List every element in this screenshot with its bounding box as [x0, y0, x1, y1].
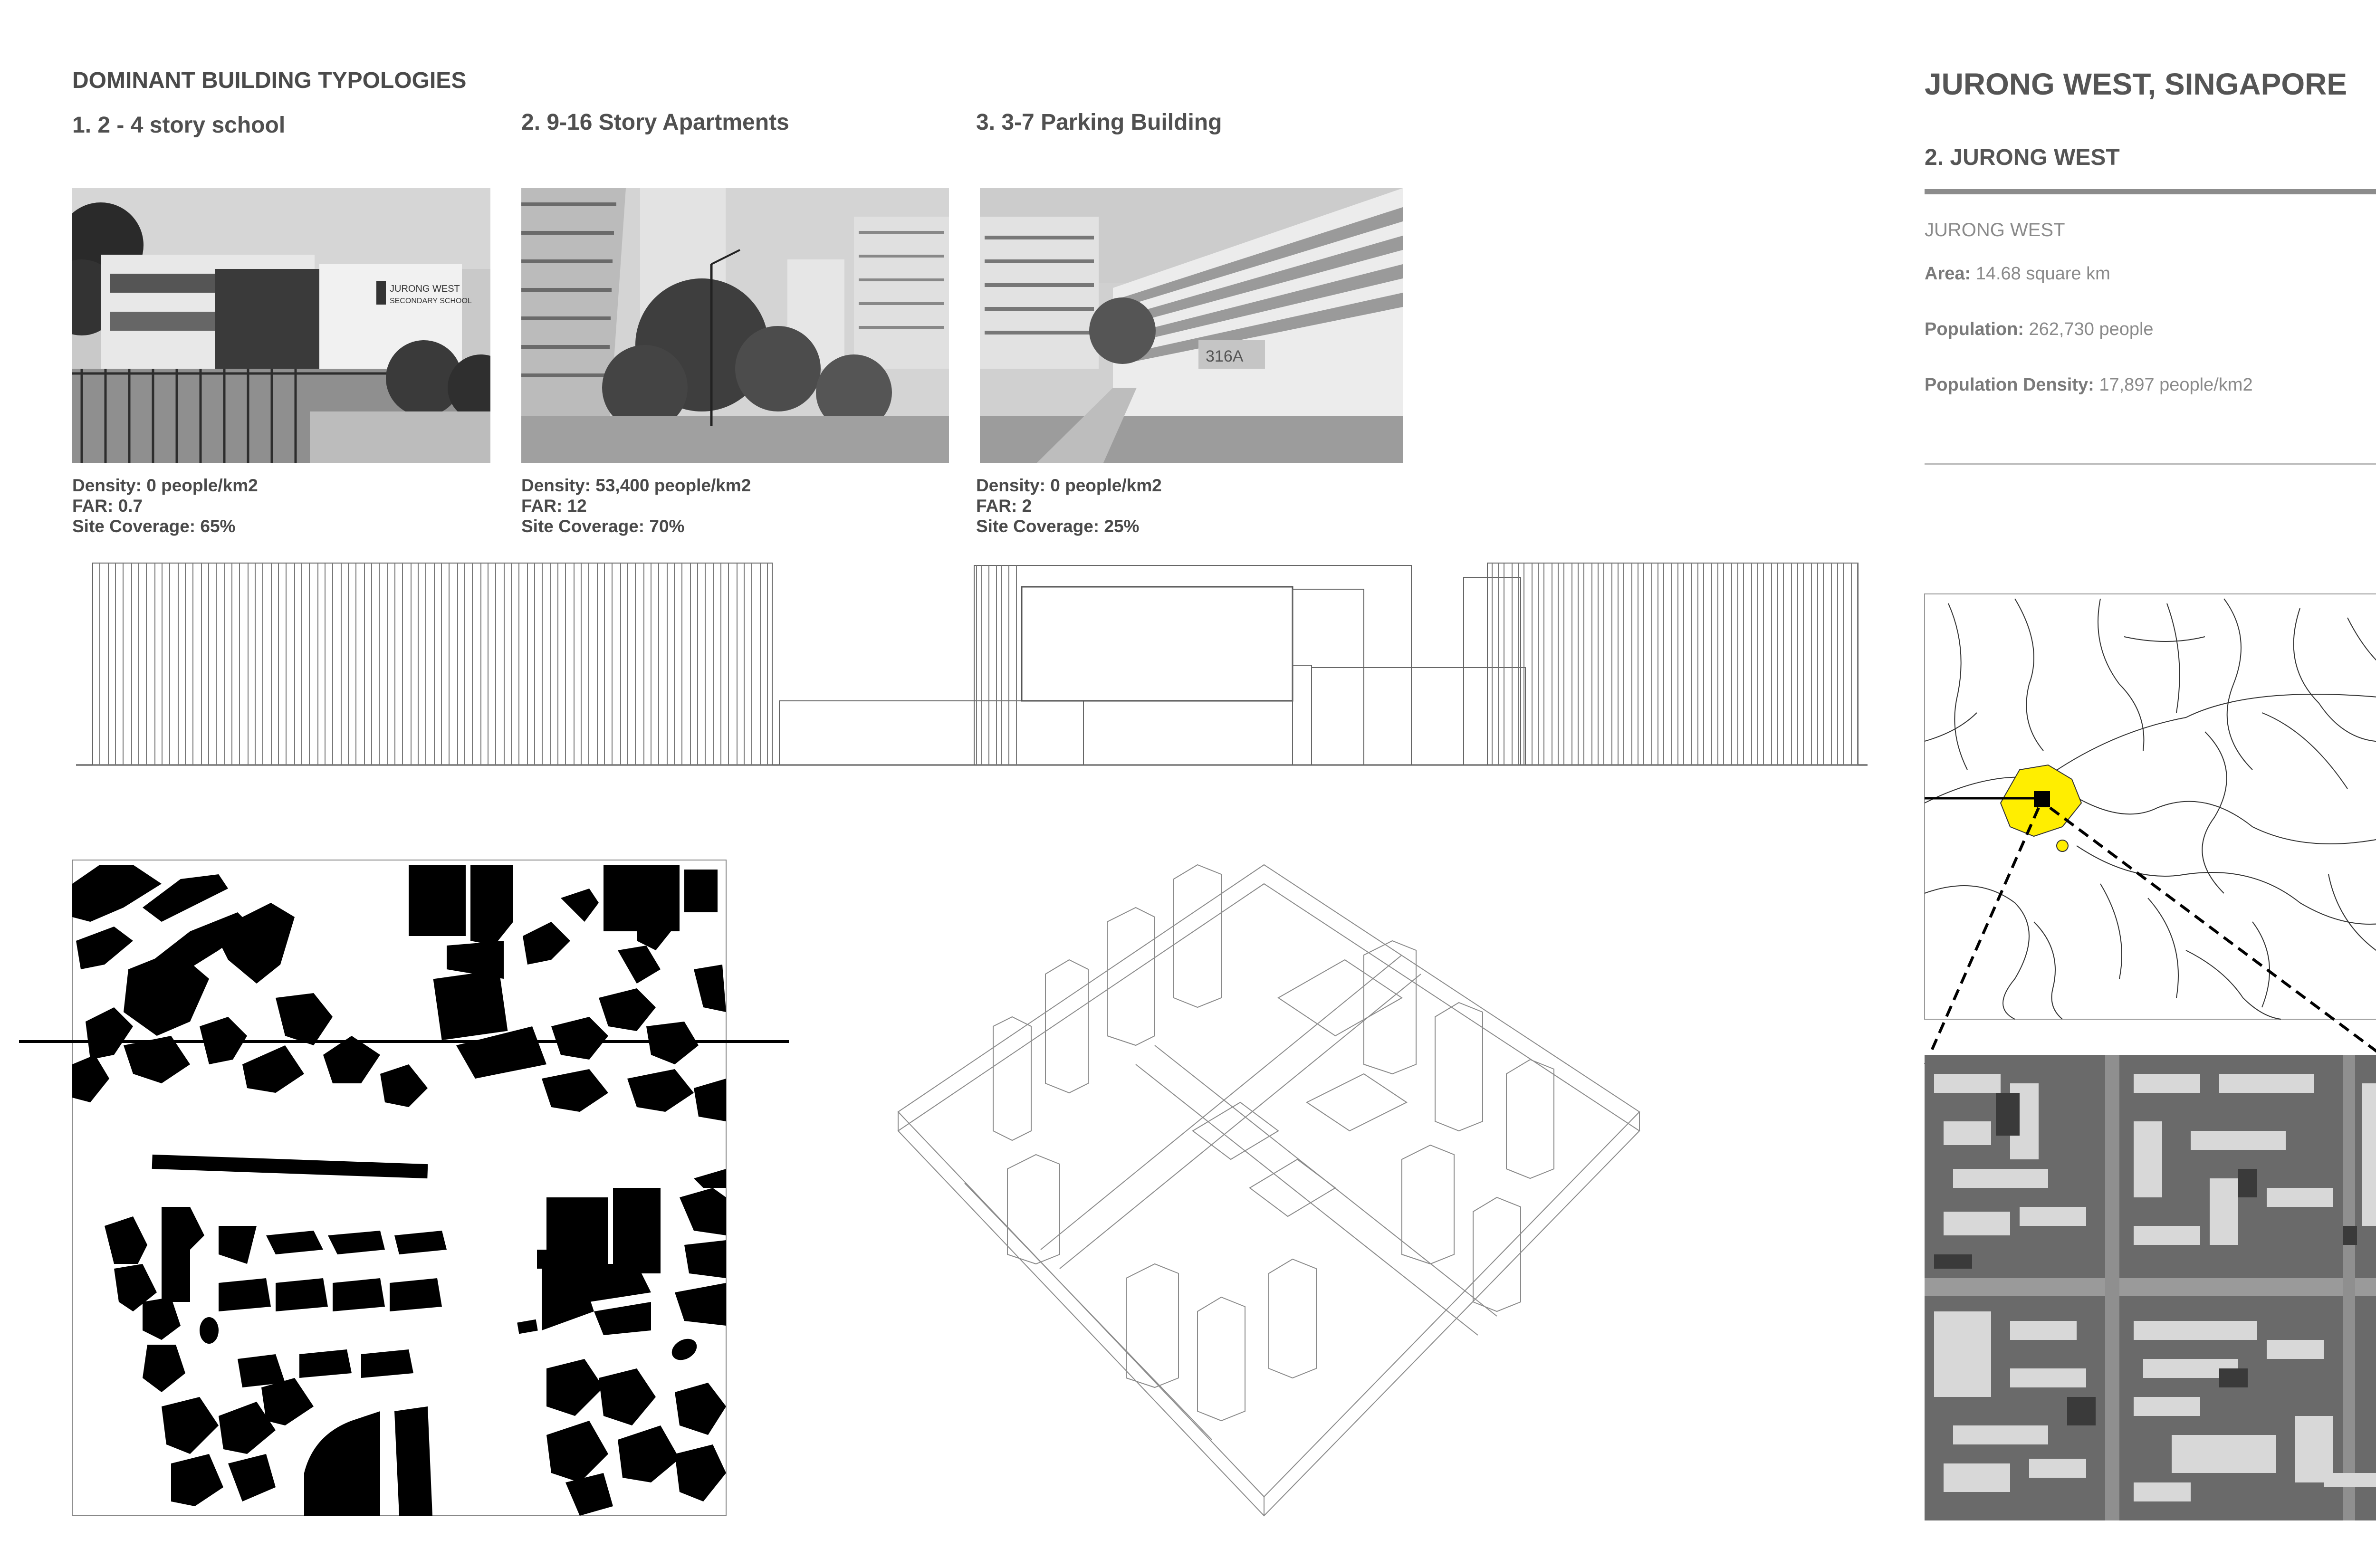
school-photo: [72, 188, 490, 463]
location-title: JURONG WEST, SINGAPORE: [1925, 67, 2347, 101]
typology-3-stats: [976, 475, 1162, 536]
district-name: JURONG WEST: [1925, 220, 2065, 240]
aerial-photo: [1925, 1055, 2376, 1520]
typology-2-density: Density: 53,400 people/km2: [521, 476, 751, 495]
typology-3-density: Density: 0 people/km2: [976, 476, 1162, 495]
area-label: Area:: [1925, 264, 1971, 284]
figure-ground-plan: [19, 855, 798, 1520]
typology-3-title: 3. 3-7 Parking Building: [976, 110, 1222, 135]
typology-3-far: FAR: 2: [976, 496, 1032, 516]
population-row: [1925, 319, 2253, 340]
typology-1-stats: [72, 475, 258, 536]
apartments-photo: [521, 188, 949, 463]
sidebar-bottom-rule: [1925, 463, 2376, 465]
street-elevation-drawing: [71, 556, 1872, 770]
typology-1-title: 1. 2 - 4 story school: [72, 113, 286, 138]
density-value: 17,897 people/km2: [2094, 375, 2253, 395]
density-row: [1925, 375, 2253, 395]
axonometric-drawing: [889, 798, 1649, 1520]
typology-1-density: Density: 0 people/km2: [72, 476, 258, 495]
locator-map: [1920, 589, 2376, 1074]
typology-2-stats: [521, 475, 751, 536]
area-row: [1925, 264, 2253, 284]
typology-2-far: FAR: 12: [521, 496, 587, 516]
typology-1-coverage: Site Coverage: 65%: [72, 516, 236, 536]
location-subtitle: 2. JURONG WEST: [1925, 145, 2120, 170]
typology-3-coverage: Site Coverage: 25%: [976, 516, 1140, 536]
school-sign-line-2: SECONDARY SCHOOL: [390, 297, 472, 305]
sidebar-top-rule: [1925, 189, 2376, 194]
population-value: 262,730 people: [2023, 319, 2154, 339]
population-label: Population:: [1925, 319, 2024, 339]
typology-2-coverage: Site Coverage: 70%: [521, 516, 685, 536]
district-info: [1925, 220, 2253, 430]
typology-2-title: 2. 9-16 Story Apartments: [521, 110, 789, 135]
parking-sign-text: 316A: [1206, 347, 1244, 365]
school-sign-line-1: JURONG WEST: [390, 284, 460, 294]
typology-1-far: FAR: 0.7: [72, 496, 143, 516]
parking-photo: [980, 188, 1403, 463]
area-value: 14.68 square km: [1971, 264, 2110, 284]
typologies-heading: DOMINANT BUILDING TYPOLOGIES: [72, 68, 467, 93]
density-label: Population Density:: [1925, 375, 2094, 395]
